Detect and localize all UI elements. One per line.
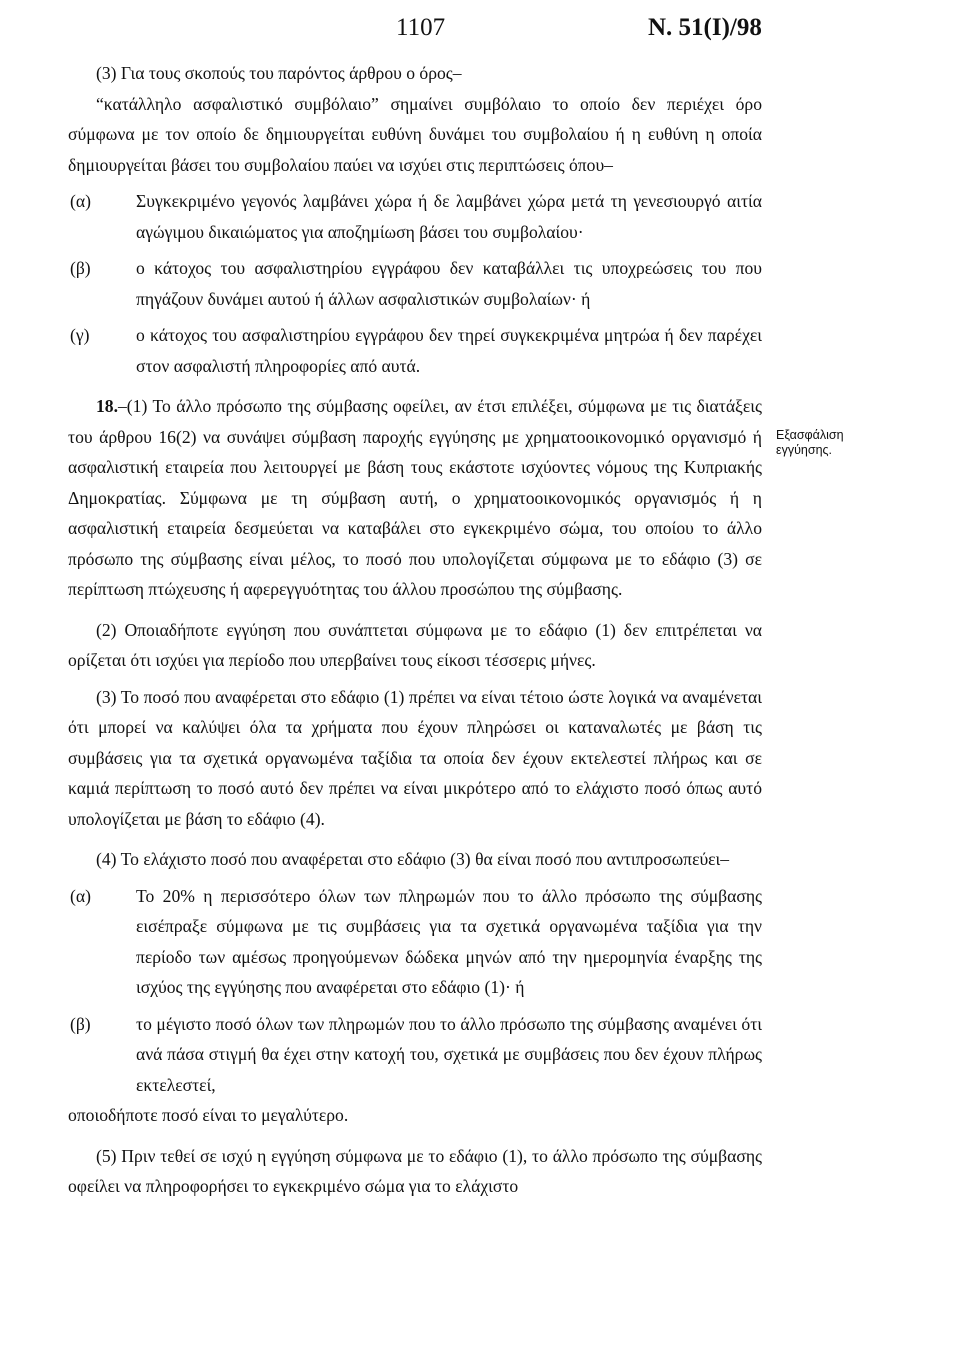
law-reference: N. 51(I)/98 — [648, 14, 762, 41]
paragraph-5: (5) Πριν τεθεί σε ισχύ η εγγύηση σύμφωνα με το εδάφιο (1), το άλλο πρόσωπο της σύμβασης οφείλει να πληροφορήσει το εγκεκριμένο σώμα για το ελάχιστο — [68, 1145, 762, 1196]
paragraph-4-intro: (4) Το ελάχιστο ποσό που αναφέρεται στο εδάφιο (3) θα είναι ποσό που αντιπροσωπεύει– — [96, 849, 730, 869]
subsection-3-intro: (3) Για τους σκοπούς του παρόντος άρθρου ο όρος– — [96, 63, 462, 83]
definition-items — [68, 186, 762, 381]
item-label: (β) — [70, 1013, 91, 1034]
paragraph-3: (3) Το ποσό που αναφέρεται στο εδάφιο (1) πρέπει να είναι τέτοιο ώστε λογικά να αναμένεται ότι μπορεί να καλύψει όλα τα χρήματα που έχουν πληρώσει οι καταναλωτές με βάση τις συμβάσεις για τα σχετικά οργανωμένα ταξίδια τα οποία δεν έχουν εκτελεστεί πλήρως και σε καμιά περίπτωση το ποσό αυτό δεν πρέπει να είναι μικρότερο από το ελάχιστο ποσό όπως αυτό υπολογίζεται με βάση το εδάφιο (4). — [68, 686, 762, 829]
list-item — [68, 1009, 762, 1101]
item-text: το μέγιστο ποσό όλων των πληρωμών που το άλλο πρόσωπο της σύμβασης αναμένει ότι ανά πάσα στιγμή θα έχει στην κατοχή του, σχετικά με συμβάσεις που δεν έχουν πλήρως εκτελεστεί, — [136, 1013, 762, 1095]
paragraph-4-closing: οποιοδήποτε ποσό είναι το μεγαλύτερο. — [68, 1105, 349, 1125]
item-text: ο κάτοχος του ασφαλιστηρίου εγγράφου δεν καταβάλλει τις υποχρεώσεις του που πηγάζουν δυνάμει αυτού ή άλλων ασφαλιστικών συμβολαίων· ή — [136, 258, 762, 309]
item-label: (γ) — [70, 325, 90, 345]
item-label: (α) — [70, 885, 91, 906]
margin-note: Εξασφάλιση εγγύησης. — [776, 428, 844, 457]
paragraph-2: (2) Οποιαδήποτε εγγύηση που συνάπτεται σύμφωνα με το εδάφιο (1) δεν επιτρέπεται να ορίζεται ότι ισχύει για περίοδο που υπερβαίνει τους είκοσι τέσσερις μήνες. — [68, 619, 762, 670]
item-text: ο κάτοχος του ασφαλιστηρίου εγγράφου δεν τηρεί συγκεκριμένα μητρώα ή δεν παρέχει στον ασφαλιστή πληροφορίες από αυτά. — [136, 325, 762, 376]
item-label: (β) — [70, 258, 91, 278]
list-item — [68, 253, 762, 314]
page-number: 1107 — [396, 14, 446, 41]
item-label: (α) — [70, 191, 91, 211]
section-18-paragraph — [68, 391, 762, 605]
section-18-text: –(1) Το άλλο πρόσωπο της σύμβασης οφείλει, αν έτσι επιλέξει, σύμφωνα με τις διατάξεις του άρθρου 16(2) να συνάψει σύμβαση παροχής εγγύησης με χρηματοοικονομικό οργανισμό ή ασφαλιστική εταιρεία που λειτουργεί με βάση τους εκάστοτε ισχύοντες νόμους της Κυπριακής Δημοκρατίας. Σύμφωνα με τη σύμβαση αυτή, ο χρηματοοικονομικός οργανισμός ή η ασφαλιστική εταιρεία δεσμεύεται να καταβάλει στο εγκεκριμένο σώμα, του οποίου το άλλο πρόσωπο της σύμβασης είναι μέλος, το ποσό που υπολογίζεται σύμφωνα με το εδάφιο (3) σε περίπτωση πτώχευσης ή αφερεγγυότητας του άλλου προσώπου της σύμβασης. — [68, 396, 762, 599]
paragraph-4-items — [68, 881, 762, 1101]
list-item — [68, 320, 762, 381]
list-item — [68, 881, 762, 1003]
definition-paragraph: “κατάλληλο ασφαλιστικό συμβόλαιο” σημαίνει συμβόλαιο το οποίο δεν περιέχει όρο σύμφωνα με τον οποίο δε δημιουργείται ευθύνη δυνάμει του συμβολαίου ή η ευθύνη η οποία δημιουργείται βάσει του συμβολαίου παύει να ισχύει στις περιπτώσεις όπου– — [68, 93, 762, 175]
item-text: Το 20% η περισσότερο όλων των πληρωμών που το άλλο πρόσωπο της σύμβασης εισέπραξε σύμφωνα με τις συμβάσεις για τα σχετικά οργανωμένα ταξίδια για την περίοδο των αμέσως προηγούμενων δώδεκα μηνών από την ημερομηνία έναρξης της ισχύος της εγγύησης που αναφέρεται στο εδάφιο (1)· ή — [136, 885, 762, 997]
document-body — [68, 58, 762, 1202]
list-item — [68, 186, 762, 247]
section-number: 18. — [96, 396, 118, 416]
item-text: Συγκεκριμένο γεγονός λαμβάνει χώρα ή δε λαμβάνει χώρα μετά τη γενεσιουργό αιτία αγώγιμου δικαιώματος για αποζημίωση βάσει του συμβολαίου· — [136, 191, 762, 242]
